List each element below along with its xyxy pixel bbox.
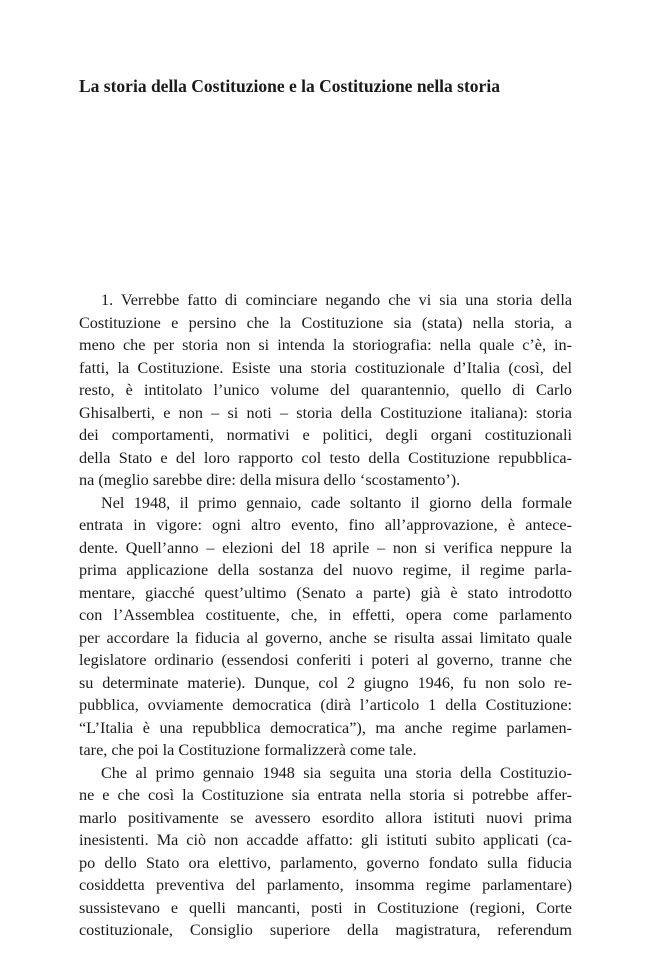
text-line: 1. Verrebbe fatto di cominciare negando che vi sia una storia della: [101, 291, 572, 309]
text-line: resto, è intitolato l’unico volume del quarantennio, quello di Carlo: [79, 381, 572, 399]
text-line: costituzionale, Consiglio superiore della magistratura, referendum: [79, 921, 572, 939]
paragraph: [79, 492, 572, 762]
text-line: tare, che poi la Costituzione formalizzerà come tale.: [79, 741, 417, 759]
text-line: entrata in vigore: ogni altro evento, fino all’approvazione, è antece-: [79, 516, 572, 534]
text-line: Che al primo gennaio 1948 sia seguita una storia della Costituzio-: [101, 763, 572, 782]
text-line: dei comportamenti, normativi e politici, degli organi costituzionali: [79, 426, 572, 444]
body-text: [79, 289, 572, 942]
text-line: con l’Assemblea costituente, che, in effetti, opera come parlamento: [79, 606, 572, 624]
text-line: ne e che così la Costituzione sia entrata nella storia si potrebbe affer-: [79, 786, 572, 804]
text-line: “L’Italia è una repubblica democratica”), ma anche regime parlamen-: [79, 718, 572, 737]
text-line: cosiddetta preventiva del parlamento, insomma regime parlamentare): [79, 876, 572, 894]
paragraph: [79, 762, 572, 942]
text-line: legislatore ordinario (essendosi conferiti i poteri al governo, tranne che: [79, 651, 572, 669]
page-title: La storia della Costituzione e la Costituzione nella storia: [79, 76, 500, 96]
text-line: Costituzione e persino che la Costituzione sia (stata) nella storia, a: [79, 313, 572, 332]
text-line: della Stato e del loro rapporto col testo della Costituzione repubblica-: [79, 448, 572, 467]
text-line: per accordare la fiducia al governo, anche se risulta assai limitato quale: [79, 628, 572, 647]
text-line: prima applicazione della sostanza del nuovo regime, il regime parla-: [79, 561, 572, 579]
text-line: fatti, la Costituzione. Esiste una storia costituzionale d’Italia (così, del: [79, 358, 572, 377]
text-line: na (meglio sarebbe dire: della misura dello ‘scostamento’).: [79, 471, 461, 489]
text-line: meno che per storia non si intenda la storiografia: nella quale c’è, in-: [79, 336, 572, 354]
text-line: Nel 1948, il primo gennaio, cade soltanto il giorno della formale: [101, 493, 572, 512]
text-line: dente. Quell’anno – elezioni del 18 aprile – non si verifica neppure la: [79, 538, 572, 557]
text-line: inesistenti. Ma ciò non accadde affatto: gli istituti subito applicati (ca-: [79, 831, 572, 849]
text-line: marlo positivamente se avessero esordito allora istituti nuovi prima: [79, 808, 572, 827]
text-line: mentare, giacché quest’ultimo (Senato a parte) già è stato introdotto: [79, 583, 572, 602]
text-line: su determinate materie). Dunque, col 2 giugno 1946, fu non solo re-: [79, 673, 572, 692]
paragraph: [79, 289, 572, 492]
text-line: Ghisalberti, e non – si noti – storia della Costituzione italiana): storia: [79, 403, 572, 422]
text-line: sussistevano e quelli mancanti, posti in Costituzione (regioni, Corte: [79, 898, 572, 917]
text-line: po dello Stato ora elettivo, parlamento, governo fondato sulla fiducia: [79, 853, 572, 872]
text-line: pubblica, ovviamente democratica (dirà l’articolo 1 della Costituzione:: [79, 696, 572, 714]
